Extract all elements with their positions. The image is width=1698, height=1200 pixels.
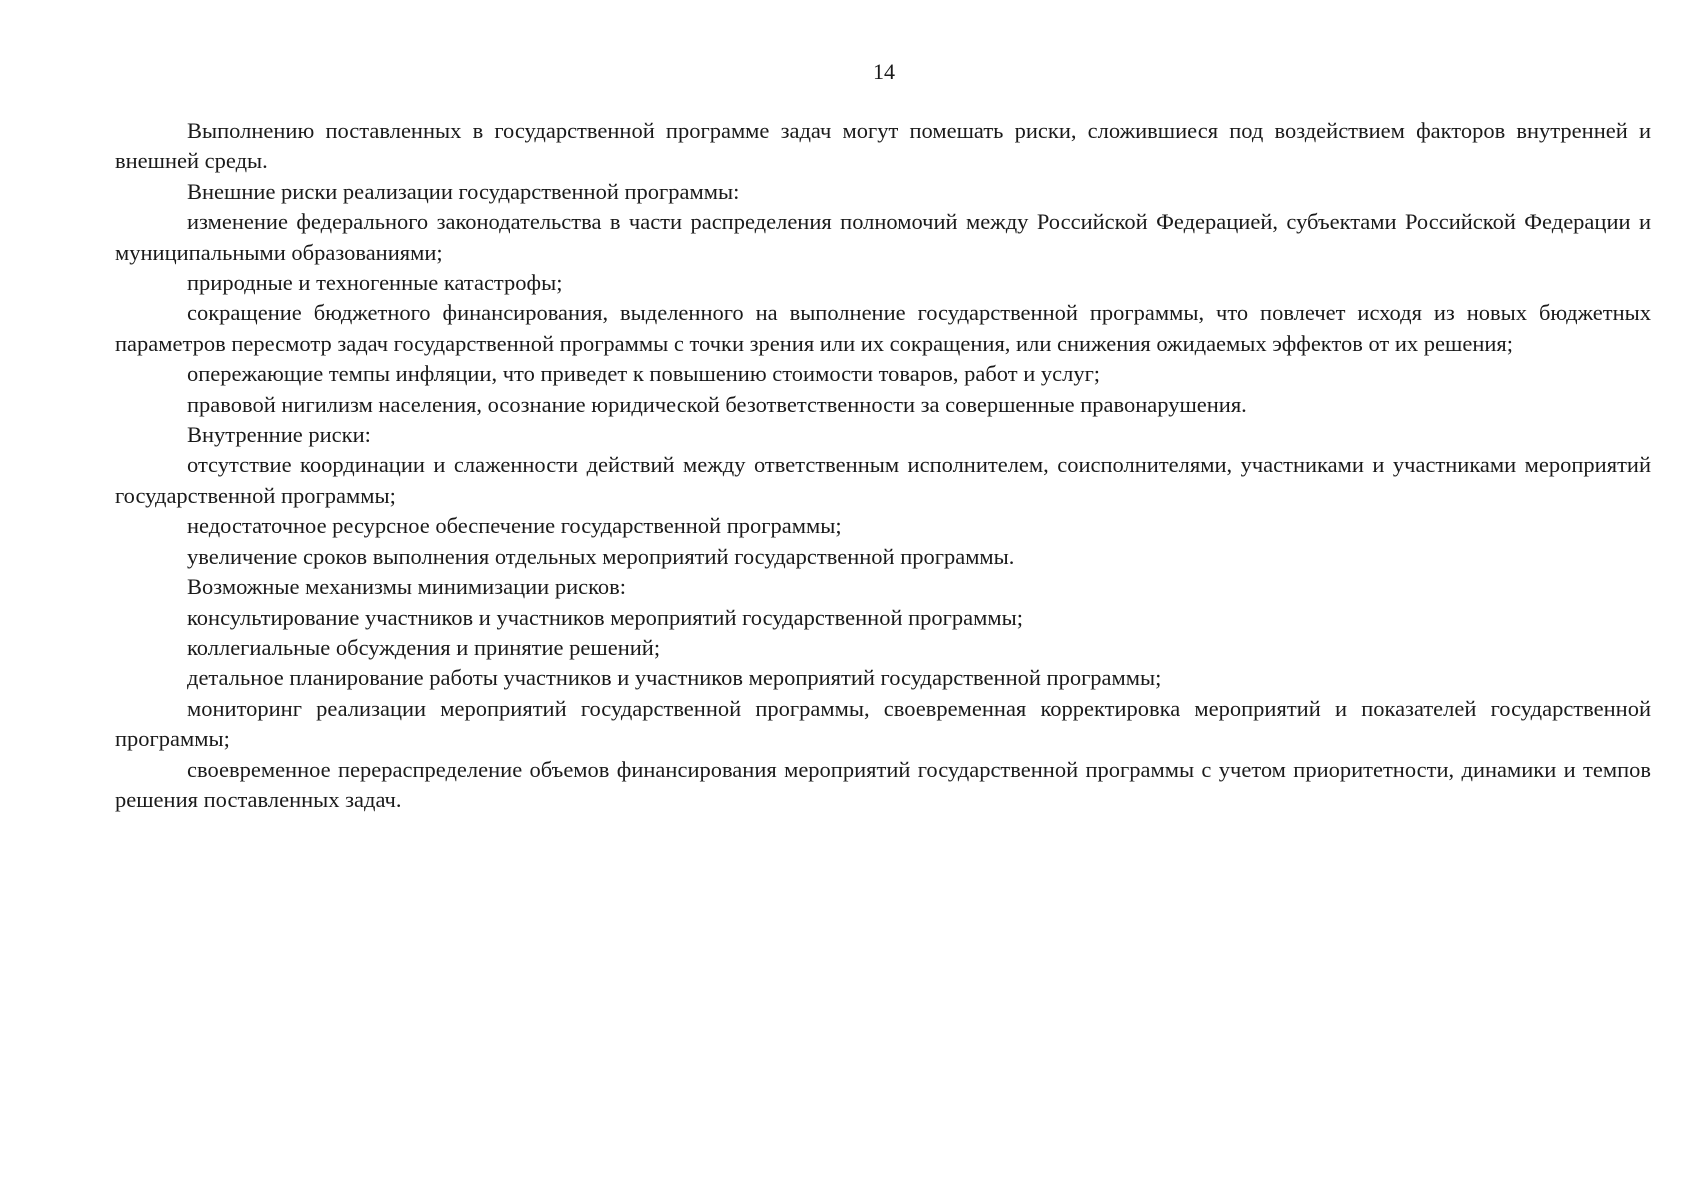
list-item: коллегиальные обсуждения и принятие решений; bbox=[187, 634, 661, 660]
document-body bbox=[115, 116, 1651, 815]
internal-risks-heading: Внутренние риски: bbox=[187, 422, 371, 448]
list-item: правовой нигилизм населения, осознание юридической безответственности за совершенные правонарушения. bbox=[187, 391, 1247, 417]
mitigation-heading: Возможные механизмы минимизации рисков: bbox=[187, 574, 627, 600]
list-item: недостаточное ресурсное обеспечение государственной программы; bbox=[187, 513, 842, 539]
page-number: 14 bbox=[873, 59, 895, 84]
list-item: увеличение сроков выполнения отдельных мероприятий государственной программы. bbox=[187, 543, 1015, 569]
list-item: мониторинг реализации мероприятий государственной программы, своевременная корректировка мероприятий и показателей государственной программы; bbox=[115, 695, 1651, 752]
list-item: изменение федерального законодательства в части распределения полномочий между Российской Федерацией, субъектами Российской Федерации и муниципальными образованиями; bbox=[115, 209, 1651, 265]
list-item: отсутствие координации и слаженности действий между ответственным исполнителем, соисполнителями, участниками и участниками мероприятий государственной программы; bbox=[115, 452, 1651, 508]
list-item: природные и техногенные катастрофы; bbox=[187, 270, 563, 296]
external-risks-heading: Внешние риски реализации государственной программы: bbox=[187, 178, 740, 204]
list-item: своевременное перераспределение объемов финансирования мероприятий государственной программы с учетом приоритетности, динамики и темпов решения поставленных задач. bbox=[115, 756, 1651, 812]
intro-paragraph: Выполнению поставленных в государственной программе задач могут помешать риски, сложившиеся под воздействием факторов внутренней и внешней среды. bbox=[115, 118, 1651, 174]
list-item: опережающие темпы инфляции, что приведет к повышению стоимости товаров, работ и услуг; bbox=[187, 361, 1101, 387]
list-item: сокращение бюджетного финансирования, выделенного на выполнение государственной программы, что повлечет исходя из новых бюджетных параметров пересмотр задач государственной программы с точки зрения или их сокращения, или снижения ожидаемых эффектов от их решения; bbox=[115, 300, 1651, 356]
list-item: детальное планирование работы участников и участников мероприятий государственной программы; bbox=[187, 665, 1162, 691]
list-item: консультирование участников и участников мероприятий государственной программы; bbox=[187, 604, 1023, 630]
